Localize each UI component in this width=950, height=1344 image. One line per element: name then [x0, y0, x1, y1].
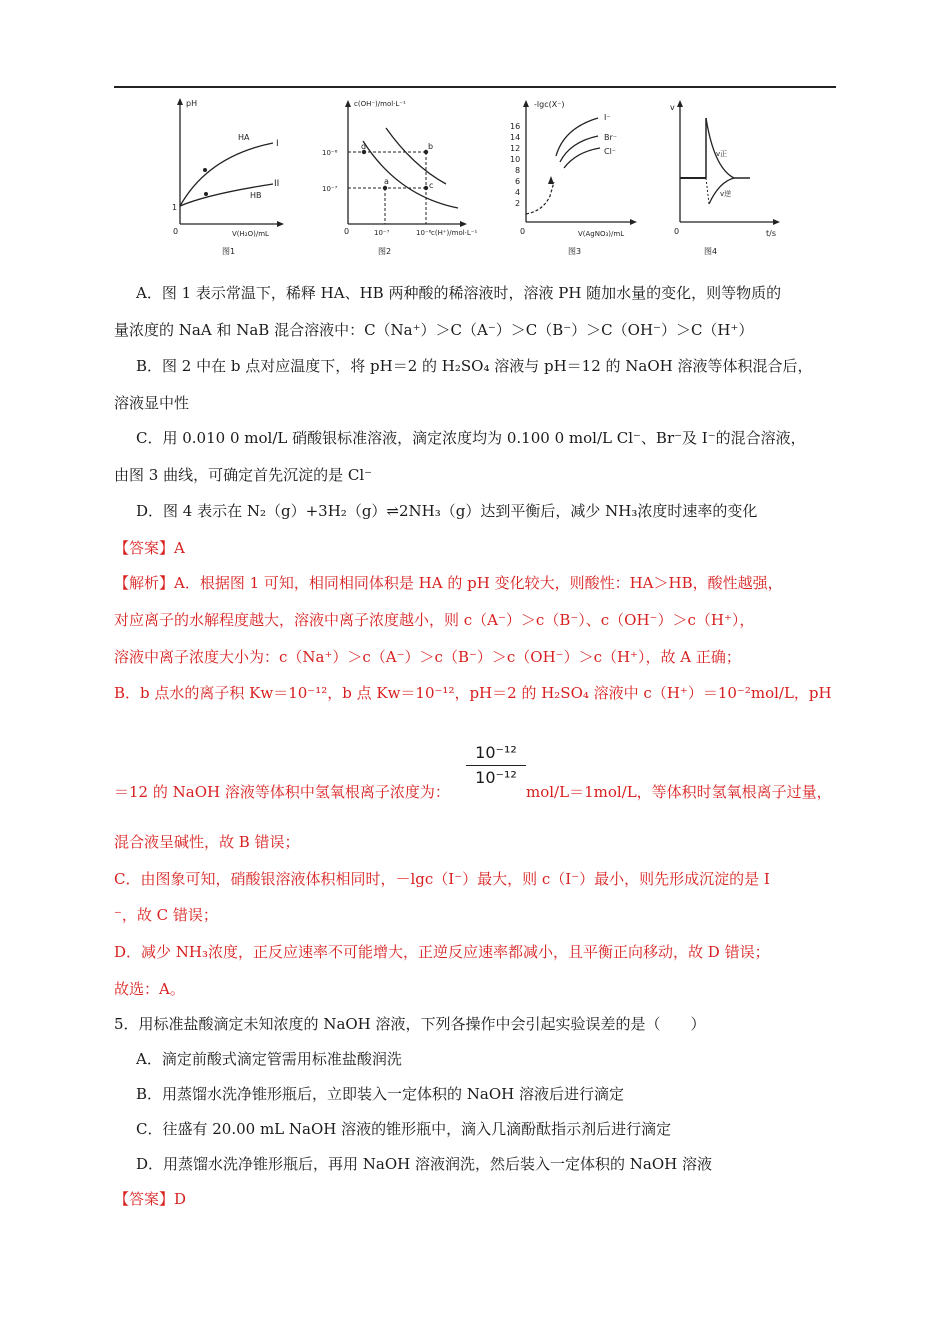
- fig2-origin: 0: [344, 227, 350, 236]
- fig2-caption: 图2: [378, 247, 392, 256]
- fig3-caption: 图3: [568, 247, 582, 256]
- answer-1: 【答案】A: [114, 539, 185, 557]
- fig2-point-b: b: [428, 142, 434, 151]
- analysis-a-line2: 对应离子的水解程度越大，溶液中离子浓度越小，则 c（A⁻）＞c（B⁻）、c（OH⁻）＞c（H⁺），: [114, 611, 755, 629]
- fig3-ytick: 6: [515, 177, 521, 186]
- fig4-origin: 0: [674, 227, 680, 236]
- option-c-line2: 由图 3 曲线，可确定首先沉淀的是 Cl⁻: [114, 466, 373, 484]
- fig3-xlabel: V(AgNO₃)/mL: [578, 230, 625, 238]
- header-rule: [114, 86, 836, 88]
- fig4-label-reverse: v逆: [720, 190, 732, 198]
- fig3-ytick: 14: [510, 133, 521, 142]
- figure-1: [168, 96, 288, 266]
- fig3-ytick: 16: [510, 122, 521, 131]
- fig1-hb-label: HB: [250, 191, 262, 200]
- question5-answer: 【答案】D: [114, 1190, 187, 1208]
- figure-3: [498, 96, 648, 266]
- fig3-origin: 0: [520, 227, 526, 236]
- fig1-ylabel: pH: [186, 99, 198, 108]
- analysis-b-line2-post: mol/L＝1mol/L，等体积时氢氧根离子过量，: [526, 783, 832, 801]
- fig3-curve-iodide: I⁻: [604, 113, 611, 122]
- fig1-origin: 0: [173, 227, 179, 236]
- fig2-ylabel: c(OH⁻)/mol·L⁻¹: [354, 100, 406, 108]
- analysis-b-line1: B．b 点水的离子积 Kw＝10⁻¹²，b 点 Kw＝10⁻¹²，pH＝2 的 H₂SO₄ 溶液中 c（H⁺）＝10⁻²mol/L，pH: [114, 684, 832, 702]
- fig2-ytick-bottom: 10⁻⁷: [322, 185, 338, 193]
- option-c-line1: C．用 0.010 0 mol/L 硝酸银标准溶液，滴定浓度均为 0.100 0 mol/L Cl⁻、Br⁻及 I⁻的混合溶液，: [136, 429, 806, 447]
- analysis-c-line1: C．由图象可知，硝酸银溶液体积相同时，－lgc（I⁻）最大，则 c（I⁻）最小，则先形成沉淀的是 I: [114, 870, 770, 888]
- fig3-curve-bromide: Br⁻: [604, 133, 617, 142]
- fig3-ytick: 4: [515, 188, 521, 197]
- question5-option-c: C．往盛有 20.00 mL NaOH 溶液的锥形瓶中，滴入几滴酚酞指示剂后进行滴定: [136, 1120, 672, 1138]
- fig4-caption: 图4: [704, 247, 718, 256]
- fraction-bar: [466, 765, 526, 766]
- fig3-curve-chloride: Cl⁻: [604, 147, 617, 156]
- fig1-caption: 图1: [222, 247, 236, 256]
- figure-4: [664, 96, 789, 266]
- fig2-point-d: d: [361, 142, 367, 151]
- question5-option-a: A．滴定前酸式滴定管需用标准盐酸润洗: [136, 1050, 402, 1068]
- analysis-a-line1: 【解析】A．根据图 1 可知，相同相同体积是 HA 的 pH 变化较大，则酸性：HA＞HB，酸性越强，: [114, 574, 783, 592]
- fig3-ytick: 2: [515, 199, 521, 208]
- question5-option-d: D．用蒸馏水洗净锥形瓶后，再用 NaOH 溶液润洗，然后装入一定体积的 NaOH 溶液: [136, 1155, 712, 1173]
- fig4-xlabel: t/s: [766, 229, 776, 238]
- fig1-y-intercept: 1: [172, 203, 178, 212]
- option-a-line2: 量浓度的 NaA 和 NaB 混合溶液中：C（Na⁺）＞C（A⁻）＞C（B⁻）＞C（OH⁻）＞C（H⁺）: [114, 321, 754, 339]
- fig1-hb-numeral: II: [274, 179, 280, 189]
- fig2-xlabel: c(H⁺)/mol·L⁻¹: [431, 229, 478, 237]
- analysis-d-line1: D．减少 NH₃浓度，正反应速率不可能增大，正逆反应速率都减小，且平衡正向移动，故 D 错误；: [114, 943, 770, 961]
- fraction-denominator: 10⁻¹²: [475, 768, 517, 787]
- option-b-line2: 溶液显中性: [114, 394, 190, 412]
- option-a-line1: A．图 1 表示常温下，稀释 HA、HB 两种酸的稀溶液时，溶液 PH 随加水量的变化，则等物质的: [136, 284, 782, 302]
- fig3-ytick: 12: [510, 144, 521, 153]
- fig3-ylabel: -lgc(X⁻): [534, 100, 565, 109]
- fig3-yticks: [510, 122, 520, 208]
- fig1-ha-label: HA: [238, 133, 250, 142]
- fig3-ytick: 8: [515, 166, 521, 175]
- analysis-c-line2: ⁻，故 C 错误；: [114, 906, 218, 924]
- fraction-kw: [466, 742, 526, 789]
- analysis-b-line2-pre: ＝12 的 NaOH 溶液等体积中氢氧根离子浓度为：: [114, 783, 450, 801]
- analysis-a-line3: 溶液中离子浓度大小为：c（Na⁺）＞c（A⁻）＞c（B⁻）＞c（OH⁻）＞c（H⁺），故 A 正确；: [114, 648, 741, 666]
- figure-2: [318, 96, 483, 266]
- fig2-xtick-right: 10⁻⁶: [416, 229, 432, 237]
- fraction-numerator: 10⁻¹²: [475, 743, 517, 762]
- fig4-ylabel: v: [670, 103, 675, 112]
- fig2-xtick-left: 10⁻⁷: [374, 229, 390, 237]
- fig2-ytick-top: 10⁻⁶: [322, 149, 338, 157]
- analysis-conclusion: 故选：A。: [114, 980, 185, 998]
- question5-stem: 5．用标准盐酸滴定未知浓度的 NaOH 溶液，下列各操作中会引起实验误差的是（ ）: [114, 1015, 706, 1033]
- question5-option-b: B．用蒸馏水洗净锥形瓶后，立即装入一定体积的 NaOH 溶液后进行滴定: [136, 1085, 625, 1103]
- option-b-line1: B．图 2 中在 b 点对应温度下，将 pH＝2 的 H₂SO₄ 溶液与 pH＝12 的 NaOH 溶液等体积混合后，: [136, 357, 813, 375]
- fig1-xlabel: V(H₂O)/mL: [232, 230, 269, 238]
- analysis-b-line3: 混合液呈碱性，故 B 错误；: [114, 833, 300, 851]
- fig1-ha-numeral: I: [276, 139, 279, 149]
- fig4-label-forward: v正: [716, 150, 728, 158]
- fig2-point-a: a: [384, 177, 389, 186]
- fig2-point-c: c: [429, 181, 434, 190]
- option-d: D．图 4 表示在 N₂（g）+3H₂（g）⇌2NH₃（g）达到平衡后，减少 NH₃浓度时速率的变化: [136, 502, 758, 520]
- fig3-ytick: 10: [510, 155, 521, 164]
